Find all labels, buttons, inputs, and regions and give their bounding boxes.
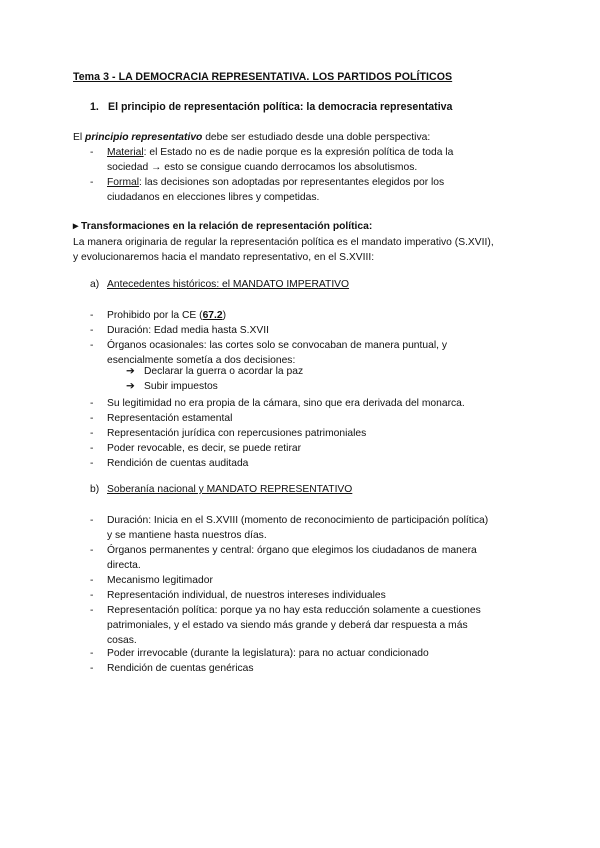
intro-paragraph	[73, 130, 430, 145]
list-item-text: Representación política: porque ya no hay esta reducción solamente a cuestiones	[107, 605, 481, 616]
list-item-text: cosas.	[107, 635, 137, 646]
bullet-dash: -	[90, 458, 94, 469]
list-item	[90, 396, 526, 411]
bullet-dash: -	[90, 443, 94, 454]
bullet-dash: -	[90, 398, 94, 409]
list-item	[90, 603, 526, 648]
bullet-dash: -	[90, 428, 94, 439]
bullet-dash: -	[90, 413, 94, 424]
perspective-item	[90, 145, 526, 175]
list-item-text: Rendición de cuentas genéricas	[107, 663, 254, 674]
list-item-text: Duración: Inicia en el S.XVIII (momento de reconocimiento de participación política)	[107, 515, 489, 526]
list-item-text: Poder irrevocable (durante la legislatura): para no actuar condicionado	[107, 648, 429, 659]
sub-list-item	[126, 365, 303, 377]
perspective-term: Material	[107, 147, 144, 158]
bullet-dash: -	[90, 663, 94, 674]
list-item-text: Duración: Edad media hasta S.XVII	[107, 325, 269, 336]
intro-prefix: El	[73, 132, 86, 143]
perspective-term: Formal	[107, 177, 140, 188]
list-item-text: Mecanismo legitimador	[107, 575, 213, 586]
subsection-b-heading	[90, 484, 352, 495]
transformations-heading: ▸ Transformaciones en la relación de representación política:	[73, 221, 373, 232]
heading-number: 1.	[90, 101, 99, 113]
bullet-dash: -	[90, 515, 94, 526]
list-item-text: directa.	[107, 560, 141, 571]
list-item	[90, 323, 526, 338]
bullet-dash: -	[90, 590, 94, 601]
list-item	[90, 543, 526, 573]
perspective-line: sociedad → esto se consigue cuando derrocamos los absolutismos.	[107, 162, 418, 173]
bullet-dash: -	[90, 545, 94, 556]
intro-emphasis: principio representativo	[85, 132, 203, 143]
list-item	[90, 338, 526, 368]
list-item-text: Poder revocable, es decir, se puede retirar	[107, 443, 302, 454]
list-item-text: Prohibido por la CE (	[107, 310, 203, 321]
subsection-title: Antecedentes históricos: el MANDATO IMPERATIVO	[107, 279, 350, 290]
list-item-text: Rendición de cuentas auditada	[107, 458, 249, 469]
list-item	[90, 573, 526, 588]
bullet-dash: -	[90, 325, 94, 336]
page-title: Tema 3 - LA DEMOCRACIA REPRESENTATIVA. LOS PARTIDOS POLÍTICOS	[73, 71, 453, 83]
intro-suffix: debe ser estudiado desde una doble perspectiva:	[202, 132, 431, 143]
perspective-item	[90, 175, 526, 205]
sub-list-item-text: Declarar la guerra o acordar la paz	[144, 366, 304, 377]
list-item-text: Órganos permanentes y central: órgano que elegimos los ciudadanos de manera	[107, 545, 477, 556]
list-item-text: y se mantiene hasta nuestros días.	[107, 530, 267, 541]
heading-text: El principio de representación política: la democracia representativa	[108, 101, 453, 113]
bullet-dash: -	[90, 605, 94, 616]
perspective-line: : el Estado no es de nadie porque es la expresión política de toda la	[143, 147, 454, 158]
subsection-label: b)	[90, 484, 100, 495]
section-heading-1	[90, 101, 452, 113]
list-item-text: patrimoniales, y el estado va siendo más grande y deberá dar respuesta a más	[107, 620, 468, 631]
list-item-text: )	[222, 310, 227, 321]
list-item-text: Representación estamental	[107, 413, 233, 424]
bullet-dash: -	[90, 340, 94, 351]
list-item	[90, 646, 526, 661]
bullet-dash: -	[90, 147, 94, 158]
sub-list-item	[126, 380, 218, 392]
list-item-text: esencialmente sometía a dos decisiones:	[107, 355, 296, 366]
list-item	[90, 588, 526, 603]
bullet-dash: -	[90, 310, 94, 321]
subsection-title: Soberanía nacional y MANDATO REPRESENTATIVO	[107, 484, 353, 495]
arrow-icon: ➔	[126, 366, 135, 377]
list-item-text: Órganos ocasionales: las cortes solo se convocaban de manera puntual, y	[107, 340, 447, 351]
list-item	[90, 308, 526, 323]
list-item-text: Representación individual, de nuestros intereses individuales	[107, 590, 386, 601]
list-item	[90, 661, 526, 676]
bullet-dash: -	[90, 575, 94, 586]
bullet-dash: -	[90, 648, 94, 659]
subsection-label: a)	[90, 279, 100, 290]
perspective-line: ciudadanos en elecciones libres y competidas.	[107, 192, 320, 203]
transformations-line: La manera originaria de regular la representación política es el mandato imperativo (S.XVII),	[73, 237, 494, 248]
list-item	[90, 441, 526, 456]
list-item	[90, 456, 526, 471]
list-item	[90, 426, 526, 441]
arrow-icon: ➔	[126, 381, 135, 392]
list-item-text: Representación jurídica con repercusiones patrimoniales	[107, 428, 367, 439]
list-item	[90, 513, 526, 543]
sub-list-item-text: Subir impuestos	[144, 381, 218, 392]
perspective-line: : las decisiones son adoptadas por representantes elegidos por los	[139, 177, 445, 188]
transformations-line: y evolucionaremos hacia el mandato representativo, en el S.XVIII:	[73, 252, 375, 263]
list-item	[90, 411, 526, 426]
list-item-text: Su legitimidad no era propia de la cámara, sino que era derivada del monarca.	[107, 398, 465, 409]
bullet-dash: -	[90, 177, 94, 188]
subsection-a-heading	[90, 279, 349, 290]
article-reference: 67.2	[202, 310, 223, 321]
